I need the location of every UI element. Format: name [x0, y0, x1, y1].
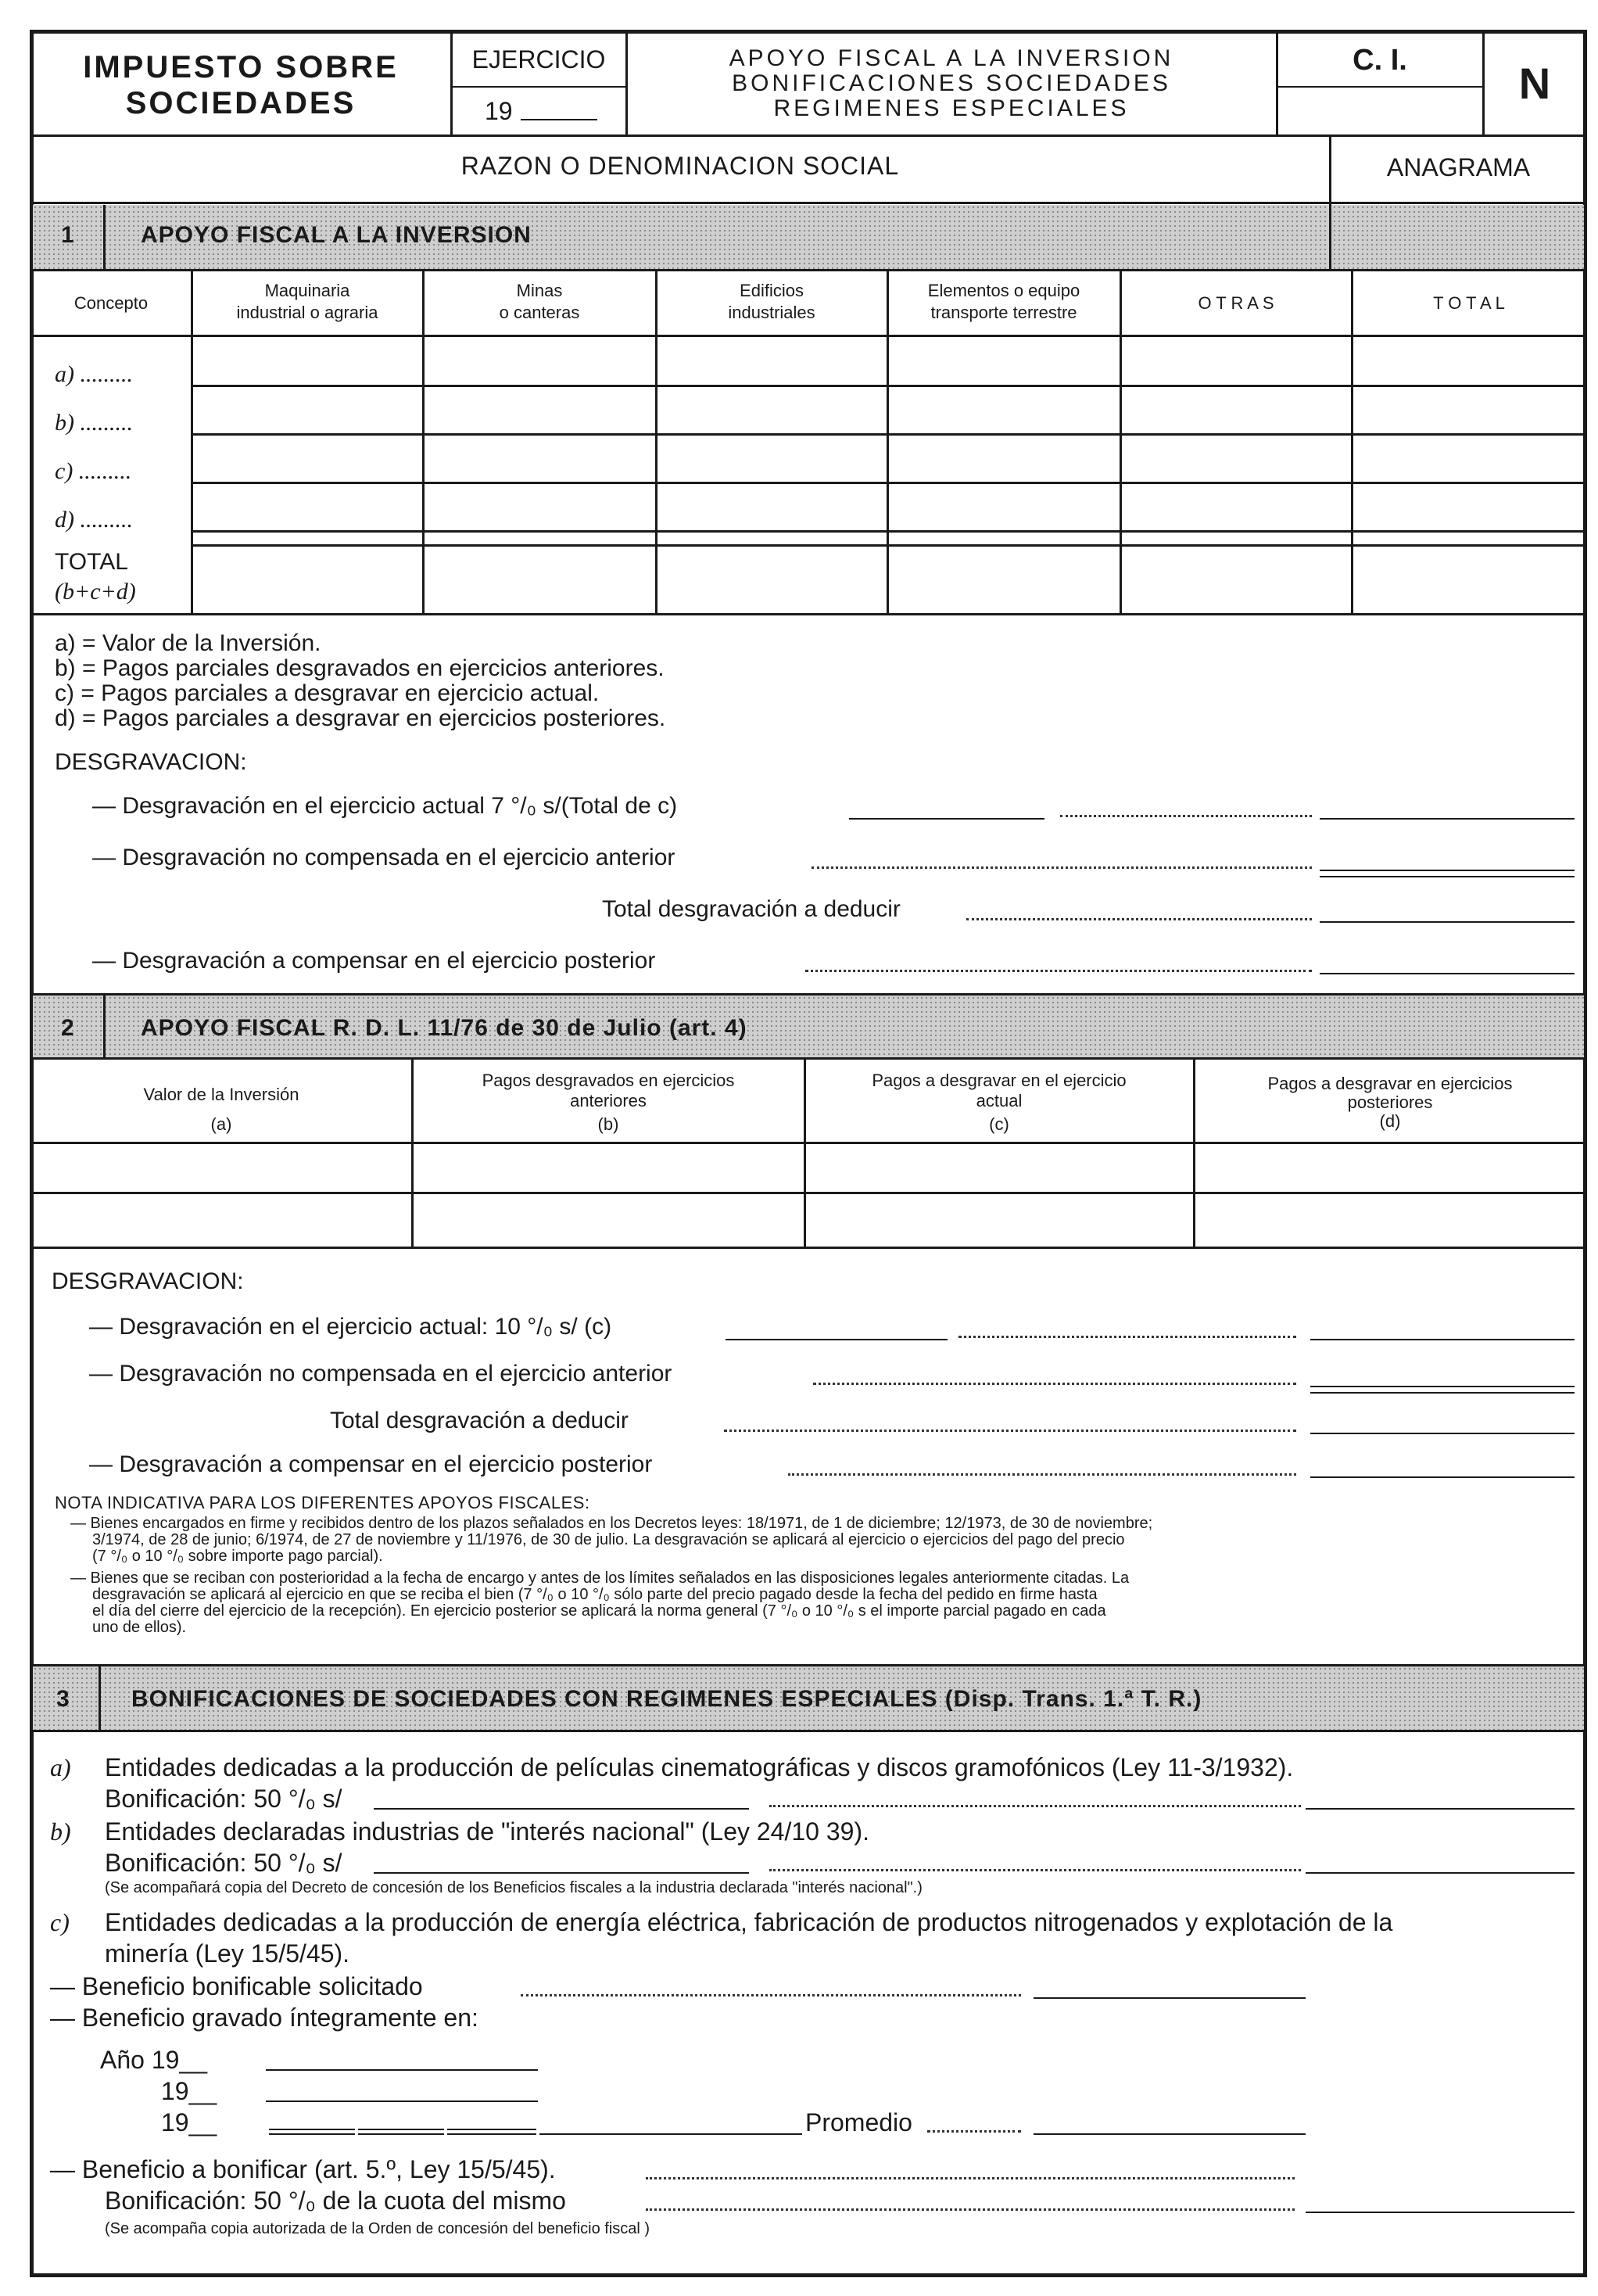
s1-line-no-comp-amount-2	[1320, 876, 1575, 877]
s3-ano-3-line-b	[358, 2129, 444, 2130]
s1-legend-a: a) = Valor de la Inversión.	[55, 630, 321, 656]
s3-ano-2: 19__	[161, 2077, 217, 2105]
section1-anagrama-divider	[1329, 202, 1331, 269]
s3-ano-3-line-c	[447, 2129, 536, 2130]
nota-p1-line1: — Bienes encargados en firme y recibidos dentro de los plazos señalados en los Decretos leyes: 18/1971, de 1 de diciembre; 12/1973, de 30 de noviembre;	[70, 1515, 1153, 1532]
s2-line-total-amount	[1310, 1433, 1575, 1434]
s3-beneficio-bonificar-dots	[646, 2177, 1295, 2179]
s3-bonif-cuota-amount	[1306, 2212, 1575, 2213]
s1-col-total: T O T A L	[1433, 293, 1505, 313]
s3-b-bonif: Bonificación: 50 °/₀ s/	[105, 1849, 342, 1877]
section3-number: 3	[56, 1686, 70, 1712]
s2-col-a-2: (a)	[210, 1114, 232, 1134]
s1-legend-d: d) = Pagos parciales a desgravar en ejercicios posteriores.	[55, 705, 666, 731]
s1-row-total-label-2: (b+c+d)	[55, 579, 136, 604]
section1-number: 1	[61, 222, 75, 248]
section2-num-divider	[103, 996, 106, 1058]
s2-line-no-comp: — Desgravación no compensada en el ejercicio anterior	[89, 1361, 672, 1387]
s1-col-edificios-2: industriales	[728, 303, 815, 322]
s1-col-edificios-1: Edificios	[740, 281, 804, 300]
s3-ano-3: 19__	[161, 2108, 217, 2136]
s3-promedio: Promedio	[805, 2108, 912, 2136]
s3-beneficio-gravado: — Beneficio gravado íntegramente en:	[50, 2004, 478, 2032]
section2-title-bottom	[31, 1057, 1585, 1060]
s1-col-6	[1351, 269, 1353, 613]
s2-col-c-1: Pagos a desgravar en el ejercicio	[872, 1071, 1127, 1090]
nota-p2-line2: desgravación se aplicará al ejercicio en que se reciba el bien (7 °/₀ o 10 °/₀ sólo parte del precio pagado desde la fecha del pedido en firme hasta	[92, 1586, 1098, 1603]
s1-col-elementos-2: transporte terrestre	[930, 303, 1077, 322]
s3-beneficio-bonificar: — Beneficio a bonificar (art. 5.º, Ley 15/5/45).	[50, 2155, 556, 2183]
s2-table-bottom	[31, 1247, 1585, 1249]
section1-title: APOYO FISCAL A LA INVERSION	[141, 222, 532, 248]
ejercicio-year-line	[521, 119, 597, 120]
s1-row-total-label-1: TOTAL	[55, 549, 128, 575]
s1-row-a-bottom	[191, 385, 1585, 387]
s3-b-bonif-amount	[1306, 1872, 1575, 1874]
s3-b-bonif-dots	[769, 1869, 1301, 1871]
s1-col-maquinaria-2: industrial o agraria	[236, 303, 378, 322]
s2-line-total: Total desgravación a deducir	[330, 1408, 629, 1433]
s2-line-compensar: — Desgravación a compensar en el ejercicio posterior	[89, 1451, 653, 1477]
s1-col-minas-2: o canteras	[499, 303, 580, 322]
s3-bonif-cuota: Bonificación: 50 °/₀ de la cuota del mismo	[105, 2187, 566, 2215]
s1-line-total-dots	[966, 918, 1312, 920]
ejercicio-label: EJERCICIO	[471, 45, 606, 74]
s3-ano-3-line-a	[269, 2129, 355, 2130]
section1-num-divider	[103, 205, 106, 269]
s3-ano-1-line	[266, 2069, 538, 2071]
razon-social-label: RAZON O DENOMINACION SOCIAL	[460, 152, 900, 180]
s1-line-no-comp-amount	[1320, 870, 1575, 871]
s3-b-bonif-blank	[374, 1872, 749, 1874]
s1-line-actual-dots	[1060, 815, 1312, 817]
s2-line-compensar-dots	[788, 1473, 1296, 1476]
header-bottom-line	[31, 135, 1585, 137]
s1-legend-b: b) = Pagos parciales desgravados en ejercicios anteriores.	[55, 655, 665, 681]
s1-row-d-label: d) .........	[55, 507, 133, 533]
anagrama-label: ANAGRAMA	[1386, 153, 1531, 181]
nota-title: NOTA INDICATIVA PARA LOS DIFERENTES APOYOS FISCALES:	[55, 1493, 590, 1512]
s3-c-marker: c)	[50, 1908, 70, 1936]
s1-col-maquinaria-1: Maquinaria	[264, 281, 350, 300]
s1-total-top	[191, 544, 1585, 547]
s3-b-marker: b)	[50, 1817, 71, 1846]
s1-row-b-label: b) .........	[55, 410, 133, 436]
s1-line-no-comp-dots	[812, 866, 1312, 869]
s3-b-note: (Se acompañará copia del Decreto de concesión de los Beneficios fiscales a la industria declarada "interés nacional".)	[105, 1879, 923, 1896]
s1-row-c-bottom	[191, 482, 1585, 484]
apoyo-title-line3: REGIMENES ESPECIALES	[773, 95, 1130, 121]
s3-c-text-2: minería (Ley 15/5/45).	[105, 1939, 350, 1968]
s2-col-d-1: Pagos a desgravar en ejercicios	[1267, 1074, 1513, 1093]
razon-bottom-line	[31, 202, 1585, 204]
s1-line-actual-amount	[1320, 818, 1575, 820]
s2-line-actual: — Desgravación en el ejercicio actual: 10 °/₀ s/ (c)	[89, 1314, 612, 1340]
s1-desgravacion-title: DESGRAVACION:	[55, 749, 247, 775]
s3-ano-3-line-a2	[269, 2133, 355, 2135]
s2-line-compensar-amount	[1310, 1476, 1575, 1478]
s3-beneficio-solicitado-dots	[521, 1994, 1021, 1996]
s2-line-actual-blank	[726, 1339, 948, 1340]
section3-num-divider	[99, 1666, 101, 1731]
nota-p2-line1: — Bienes que se reciban con posterioridad a la fecha de encargo y antes de los límites señalados en las disposiciones legales anteriormente citadas. La	[70, 1570, 1130, 1587]
s1-line-actual: — Desgravación en el ejercicio actual 7 °/₀ s/(Total de c)	[92, 793, 678, 819]
s1-legend-c: c) = Pagos parciales a desgravar en ejercicio actual.	[55, 680, 600, 706]
tax-title-line2: SOCIEDADES	[125, 86, 357, 120]
s2-line-total-dots	[724, 1430, 1296, 1432]
s1-col-concepto: Concepto	[73, 293, 149, 313]
s2-header-bottom	[31, 1142, 1585, 1144]
s3-a-text: Entidades dedicadas a la producción de películas cinematográficas y discos gramofónicos (Ley 11-3/1932).	[105, 1753, 1294, 1781]
s3-promedio-dots	[927, 2130, 1021, 2133]
s3-a-bonif-dots	[769, 1805, 1301, 1807]
s1-row-c-label: c) .........	[55, 458, 132, 484]
apoyo-title-line1: APOYO FISCAL A LA INVERSION	[729, 45, 1174, 71]
s2-col-d-3: (d)	[1379, 1111, 1401, 1131]
n-label: N	[1518, 59, 1551, 108]
s1-row-b-bottom	[191, 433, 1585, 436]
s1-line-actual-blank	[849, 818, 1044, 820]
s1-row-a-label: a) .........	[55, 361, 133, 387]
s1-col-minas-1: Minas	[516, 281, 563, 300]
s3-a-bonif: Bonificación: 50 °/₀ s/	[105, 1785, 342, 1813]
s1-line-no-comp: — Desgravación no compensada en el ejercicio anterior	[92, 845, 675, 870]
s1-line-total: Total desgravación a deducir	[602, 896, 901, 922]
s1-line-compensar: — Desgravación a compensar en el ejercicio posterior	[92, 948, 656, 974]
nota-p2-line3: el día del cierre del ejercicio de la recepción). En ejercicio posterior se aplicará la norma general (7 °/₀ o 10 °/₀ s el importe parcial pagado en cada	[92, 1602, 1106, 1620]
s3-beneficio-solicitado: — Beneficio bonificable solicitado	[50, 1972, 423, 2000]
s3-ano-3-line-c2	[447, 2133, 536, 2135]
s3-b-text: Entidades declaradas industrias de "interés nacional" (Ley 24/10 39).	[105, 1817, 869, 1846]
s2-row-1-bottom	[31, 1192, 1585, 1194]
s2-col-c-3: (c)	[989, 1114, 1009, 1134]
s3-bonif-cuota-dots	[646, 2208, 1295, 2211]
s3-a-bonif-blank	[374, 1808, 749, 1810]
s2-col-d-2: posteriores	[1347, 1092, 1433, 1112]
s2-line-actual-amount	[1310, 1339, 1575, 1340]
s3-beneficio-solicitado-amount	[1034, 1997, 1306, 1999]
s3-ano-1: Año 19__	[100, 2046, 208, 2074]
nota-p1-line3: (7 °/₀ o 10 °/₀ sobre importe pago parcial).	[92, 1548, 383, 1565]
s1-col-elementos-1: Elementos o equipo	[927, 281, 1080, 300]
s1-line-compensar-amount	[1320, 973, 1575, 974]
section3-title: BONIFICACIONES DE SOCIEDADES CON REGIMENES ESPECIALES (Disp. Trans. 1.ª T. R.)	[131, 1686, 1202, 1712]
s1-col-otras: O T R A S	[1198, 293, 1274, 313]
s1-row-d-bottom	[191, 530, 1585, 533]
s1-table-bottom	[31, 613, 1585, 615]
s2-col-a-1: Valor de la Inversión	[143, 1085, 299, 1104]
s2-col-b-2: anteriores	[570, 1091, 647, 1110]
s3-ano-2-line	[266, 2100, 538, 2102]
s2-desgravacion-title: DESGRAVACION:	[52, 1268, 244, 1294]
s2-line-actual-dots	[958, 1336, 1296, 1338]
s3-nota-final: (Se acompaña copia autorizada de la Orden de concesión del beneficio fiscal )	[105, 2220, 650, 2237]
s2-col-b-1: Pagos desgravados en ejercicios	[482, 1071, 735, 1090]
s2-col-c-2: actual	[976, 1091, 1023, 1110]
s2-line-no-comp-amount-2	[1310, 1392, 1575, 1394]
s3-a-marker: a)	[50, 1753, 71, 1781]
ci-split	[1276, 86, 1484, 88]
s1-line-total-amount	[1320, 921, 1575, 923]
ejercicio-year: 19	[485, 97, 513, 125]
nota-p1-line2: 3/1974, de 28 de junio; 6/1974, de 27 de noviembre y 11/1976, de 30 de julio. La desgravación se aplicará al ejercicio o ejercicios del pago del precio	[92, 1531, 1125, 1548]
ejercicio-split	[450, 86, 627, 88]
ci-label: C. I.	[1353, 44, 1407, 77]
s2-col-b-3: (b)	[597, 1114, 619, 1134]
s3-c-text-1: Entidades dedicadas a la producción de energía eléctrica, fabricación de productos nitrogenados y explotación de la	[105, 1908, 1393, 1936]
s3-a-bonif-amount	[1306, 1808, 1575, 1810]
s2-line-no-comp-dots	[813, 1383, 1296, 1385]
s1-line-compensar-dots	[805, 970, 1312, 972]
s2-line-no-comp-amount	[1310, 1386, 1575, 1387]
s1-col-5	[1120, 269, 1122, 613]
s3-promedio-amount	[1034, 2133, 1306, 2135]
tax-title-line1: IMPUESTO SOBRE	[83, 50, 399, 84]
section3-title-bottom	[31, 1730, 1585, 1732]
section2-title: APOYO FISCAL R. D. L. 11/76 de 30 de Julio (art. 4)	[141, 1015, 747, 1041]
s3-ano-3-line-b2	[358, 2133, 444, 2135]
s3-ano-3-line-d	[539, 2133, 802, 2135]
section2-number: 2	[61, 1015, 75, 1041]
nota-p2-line4: uno de ellos).	[92, 1619, 187, 1636]
apoyo-title-line2: BONIFICACIONES SOCIEDADES	[732, 70, 1171, 96]
